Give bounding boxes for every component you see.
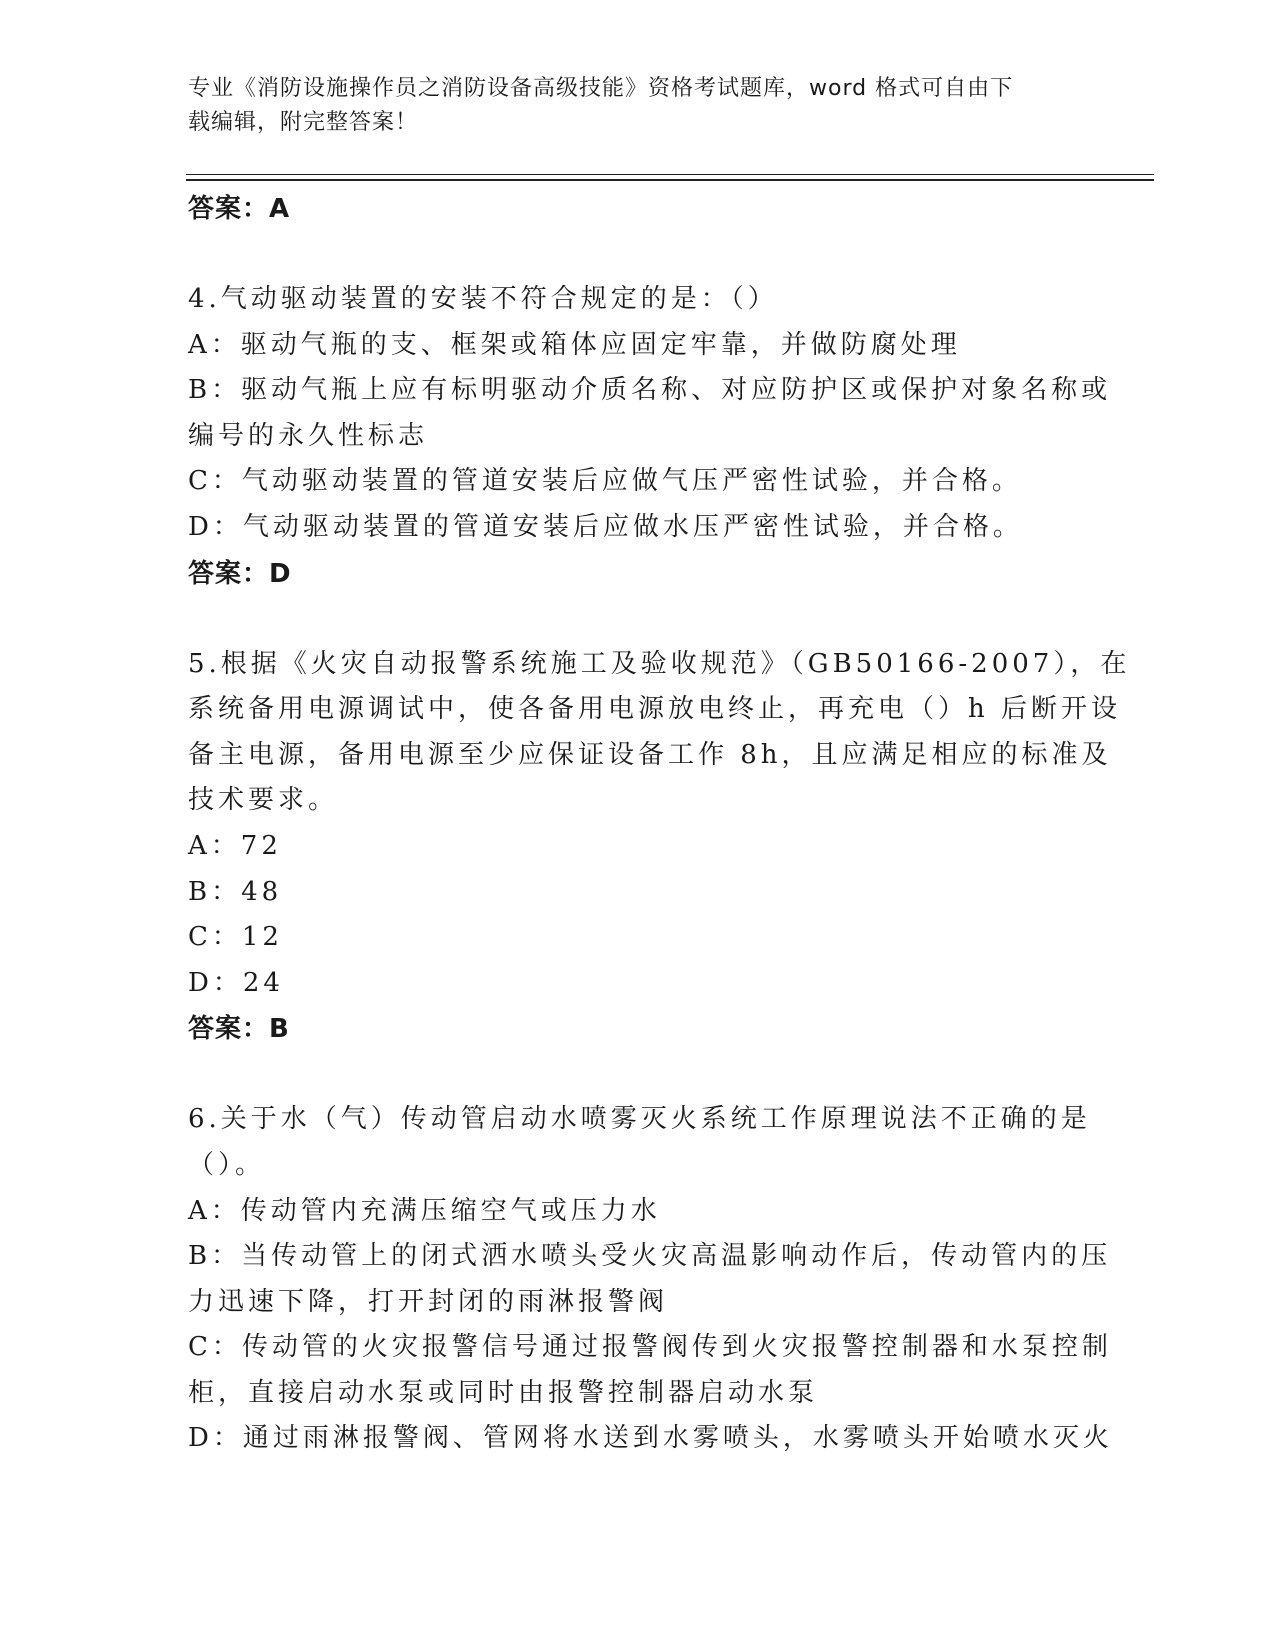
question-4-option-a: A：驱动气瓶的支、框架或箱体应固定牢靠，并做防腐处理 [188, 329, 961, 360]
question-5-option-b: B：48 [188, 876, 283, 907]
previous-answer: 答案：A [188, 194, 291, 224]
question-4-option-b-cont: 编号的永久性标志 [188, 420, 429, 451]
question-6-option-b: B：当传动管上的闭式洒水喷头受火灾高温影响动作后，传动管内的压 [188, 1241, 1112, 1272]
question-5-option-c: C：12 [188, 922, 283, 953]
document-body [188, 186, 1131, 1462]
question-6-stem-2: （）。 [188, 1149, 266, 1180]
question-6-option-b-cont: 力迅速下降，打开封闭的雨淋报警阀 [188, 1286, 669, 1317]
question-6-option-c-cont: 柜，直接启动水泵或同时由报警控制器启动水泵 [188, 1377, 819, 1408]
header-rule-thin [186, 174, 1154, 175]
question-5-stem-3: 备主电源，备用电源至少应保证设备工作 8h，且应满足相应的标准及 [188, 739, 1112, 770]
question-4-option-d: D：气动驱动装置的管道安装后应做水压严密性试验，并合格。 [188, 511, 1023, 542]
page-header [188, 72, 1068, 140]
question-6-stem-1: 6.关于水（气）传动管启动水喷雾灭火系统工作原理说法不正确的是 [188, 1104, 1091, 1135]
question-4-option-c: C：气动驱动装置的管道安装后应做气压严密性试验，并合格。 [188, 466, 1022, 497]
question-5-stem-2: 系统备用电源调试中，使各备用电源放电终止，再充电（）h 后断开设 [188, 694, 1122, 725]
question-5-option-a: A：72 [188, 830, 282, 861]
header-rule-thick [186, 179, 1154, 181]
question-6-option-c: C：传动管的火灾报警信号通过报警阀传到火灾报警控制器和水泵控制 [188, 1332, 1112, 1363]
question-5-option-d: D：24 [188, 967, 284, 998]
question-6-option-a: A：传动管内充满压缩空气或压力水 [188, 1195, 661, 1226]
question-5-stem-4: 技术要求。 [188, 785, 339, 816]
question-5-stem-1: 5.根据《火灾自动报警系统施工及验收规范》（GB50166-2007），在 [188, 648, 1131, 679]
question-4-option-b: B：驱动气瓶上应有标明驱动介质名称、对应防护区或保护对象名称或 [188, 375, 1112, 406]
header-line-2: 载编辑，附完整答案！ [188, 110, 419, 135]
question-6-option-d: D：通过雨淋报警阀、管网将水送到水雾喷头，水雾喷头开始喷水灭火 [188, 1423, 1113, 1454]
question-6 [188, 1097, 1113, 1462]
question-4-stem: 4.气动驱动装置的安装不符合规定的是：（） [188, 284, 778, 314]
question-4-answer: 答案：D [188, 558, 292, 589]
header-line-1: 专业《消防设施操作员之消防设备高级技能》资格考试题库，word 格式可自由下 [188, 76, 1014, 101]
question-4 [188, 277, 1112, 597]
question-5 [188, 642, 1131, 1053]
question-5-answer: 答案：B [188, 1014, 290, 1045]
